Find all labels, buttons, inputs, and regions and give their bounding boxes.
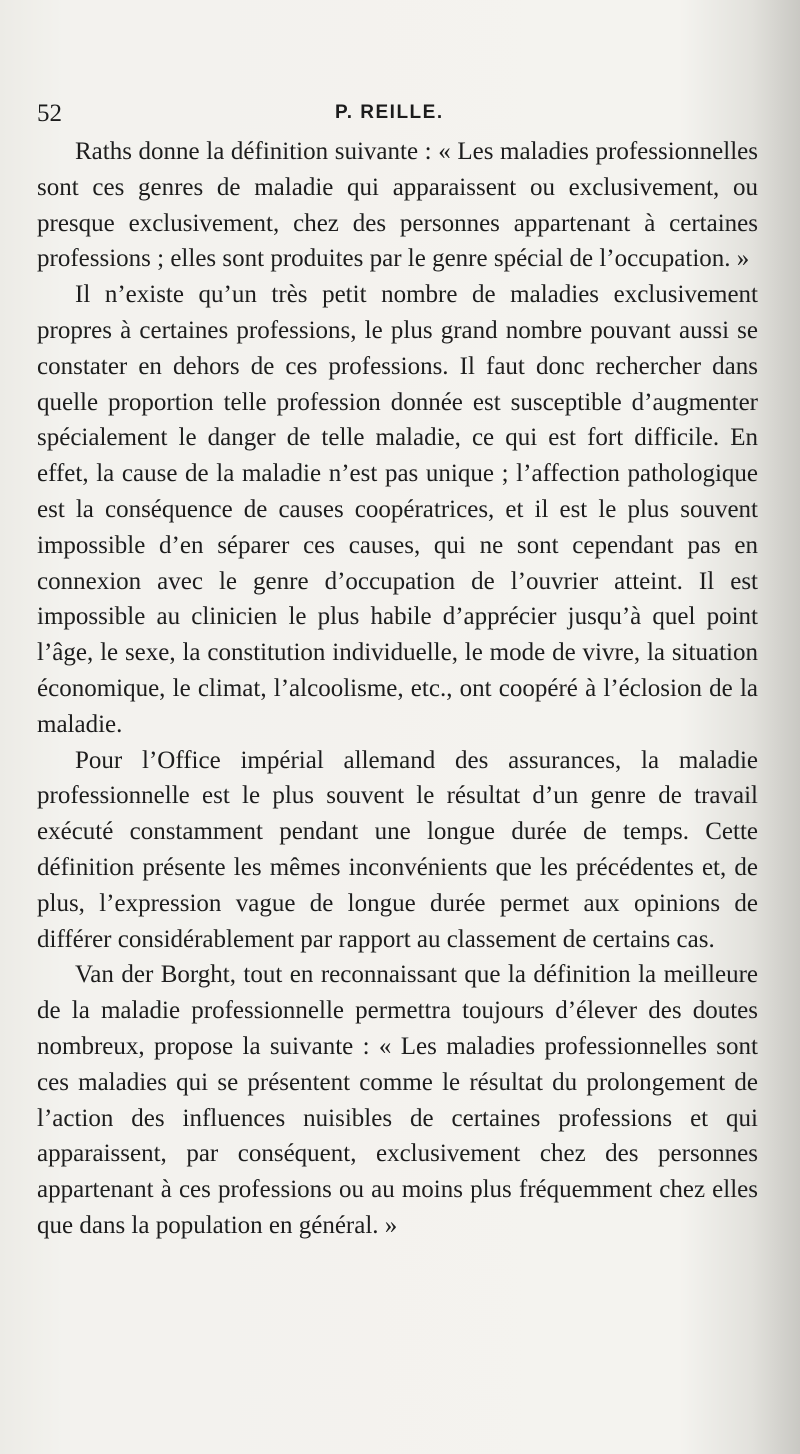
paragraph-office-imperial: Pour l’Office impérial allemand des assurances, la maladie professionnelle est le plus souvent le résultat d’un genre de travail exécuté constamment pendant une longue durée de temps. Cette définition présente les mêmes inconvénients que les précédentes et, de plus, l’expression vague de longue durée permet aux opinions de différer considérablement par rapport au classement de certains cas. [37,746,758,953]
paragraph-van-der-borght: Van der Borght, tout en reconnaissant que la définition la meilleure de la maladie professionnelle permettra toujours d’élever des doutes nombreux, propose la suivante : « Les maladies professionnelles sont ces maladies qui se présentent comme le résultat du prolongement de l’action des influences nuisibles de certaines professions et qui apparaissent, par conséquent, exclusivement chez des personnes appartenant à ces professions ou au moins plus fréquemment chez elles que dans la population en général. » [37,961,758,1239]
page-number: 52 [37,100,62,127]
paragraph-exclusive-diseases: Il n’existe qu’un très petit nombre de maladies exclusivement propres à certaines professions, le plus grand nombre pouvant aussi se constater en dehors de ces professions. Il faut donc rechercher dans quelle proportion telle profession donnée est susceptible d’augmenter spécialement le danger de telle maladie, ce qui est fort difficile. En effet, la cause de la maladie n’est pas unique ; l’affection pathologique est la conséquence de causes coopératrices, et il est le plus souvent impossible d’en séparer ces causes, qui ne sont cependant pas en connexion avec le genre d’occupation de l’ouvrier atteint. Il est impossible au clinicien le plus habile d’apprécier jusqu’à quel point l’âge, le sexe, la constitution individuelle, le mode de vivre, la situation économique, le climat, l’alcoolisme, etc., ont coopéré à l’éclosion de la maladie. [37,281,758,738]
body-text [37,134,758,1244]
paragraph-raths-definition: Raths donne la définition suivante : « Les maladies professionnelles sont ces genres de maladie qui apparaissent ou exclusivement, ou presque exclusivement, chez des personnes appartenant à certaines professions ; elles sont produites par le genre spécial de l’occupation. » [37,138,758,273]
page-header [37,96,760,132]
running-head: P. REILLE. [335,102,444,123]
